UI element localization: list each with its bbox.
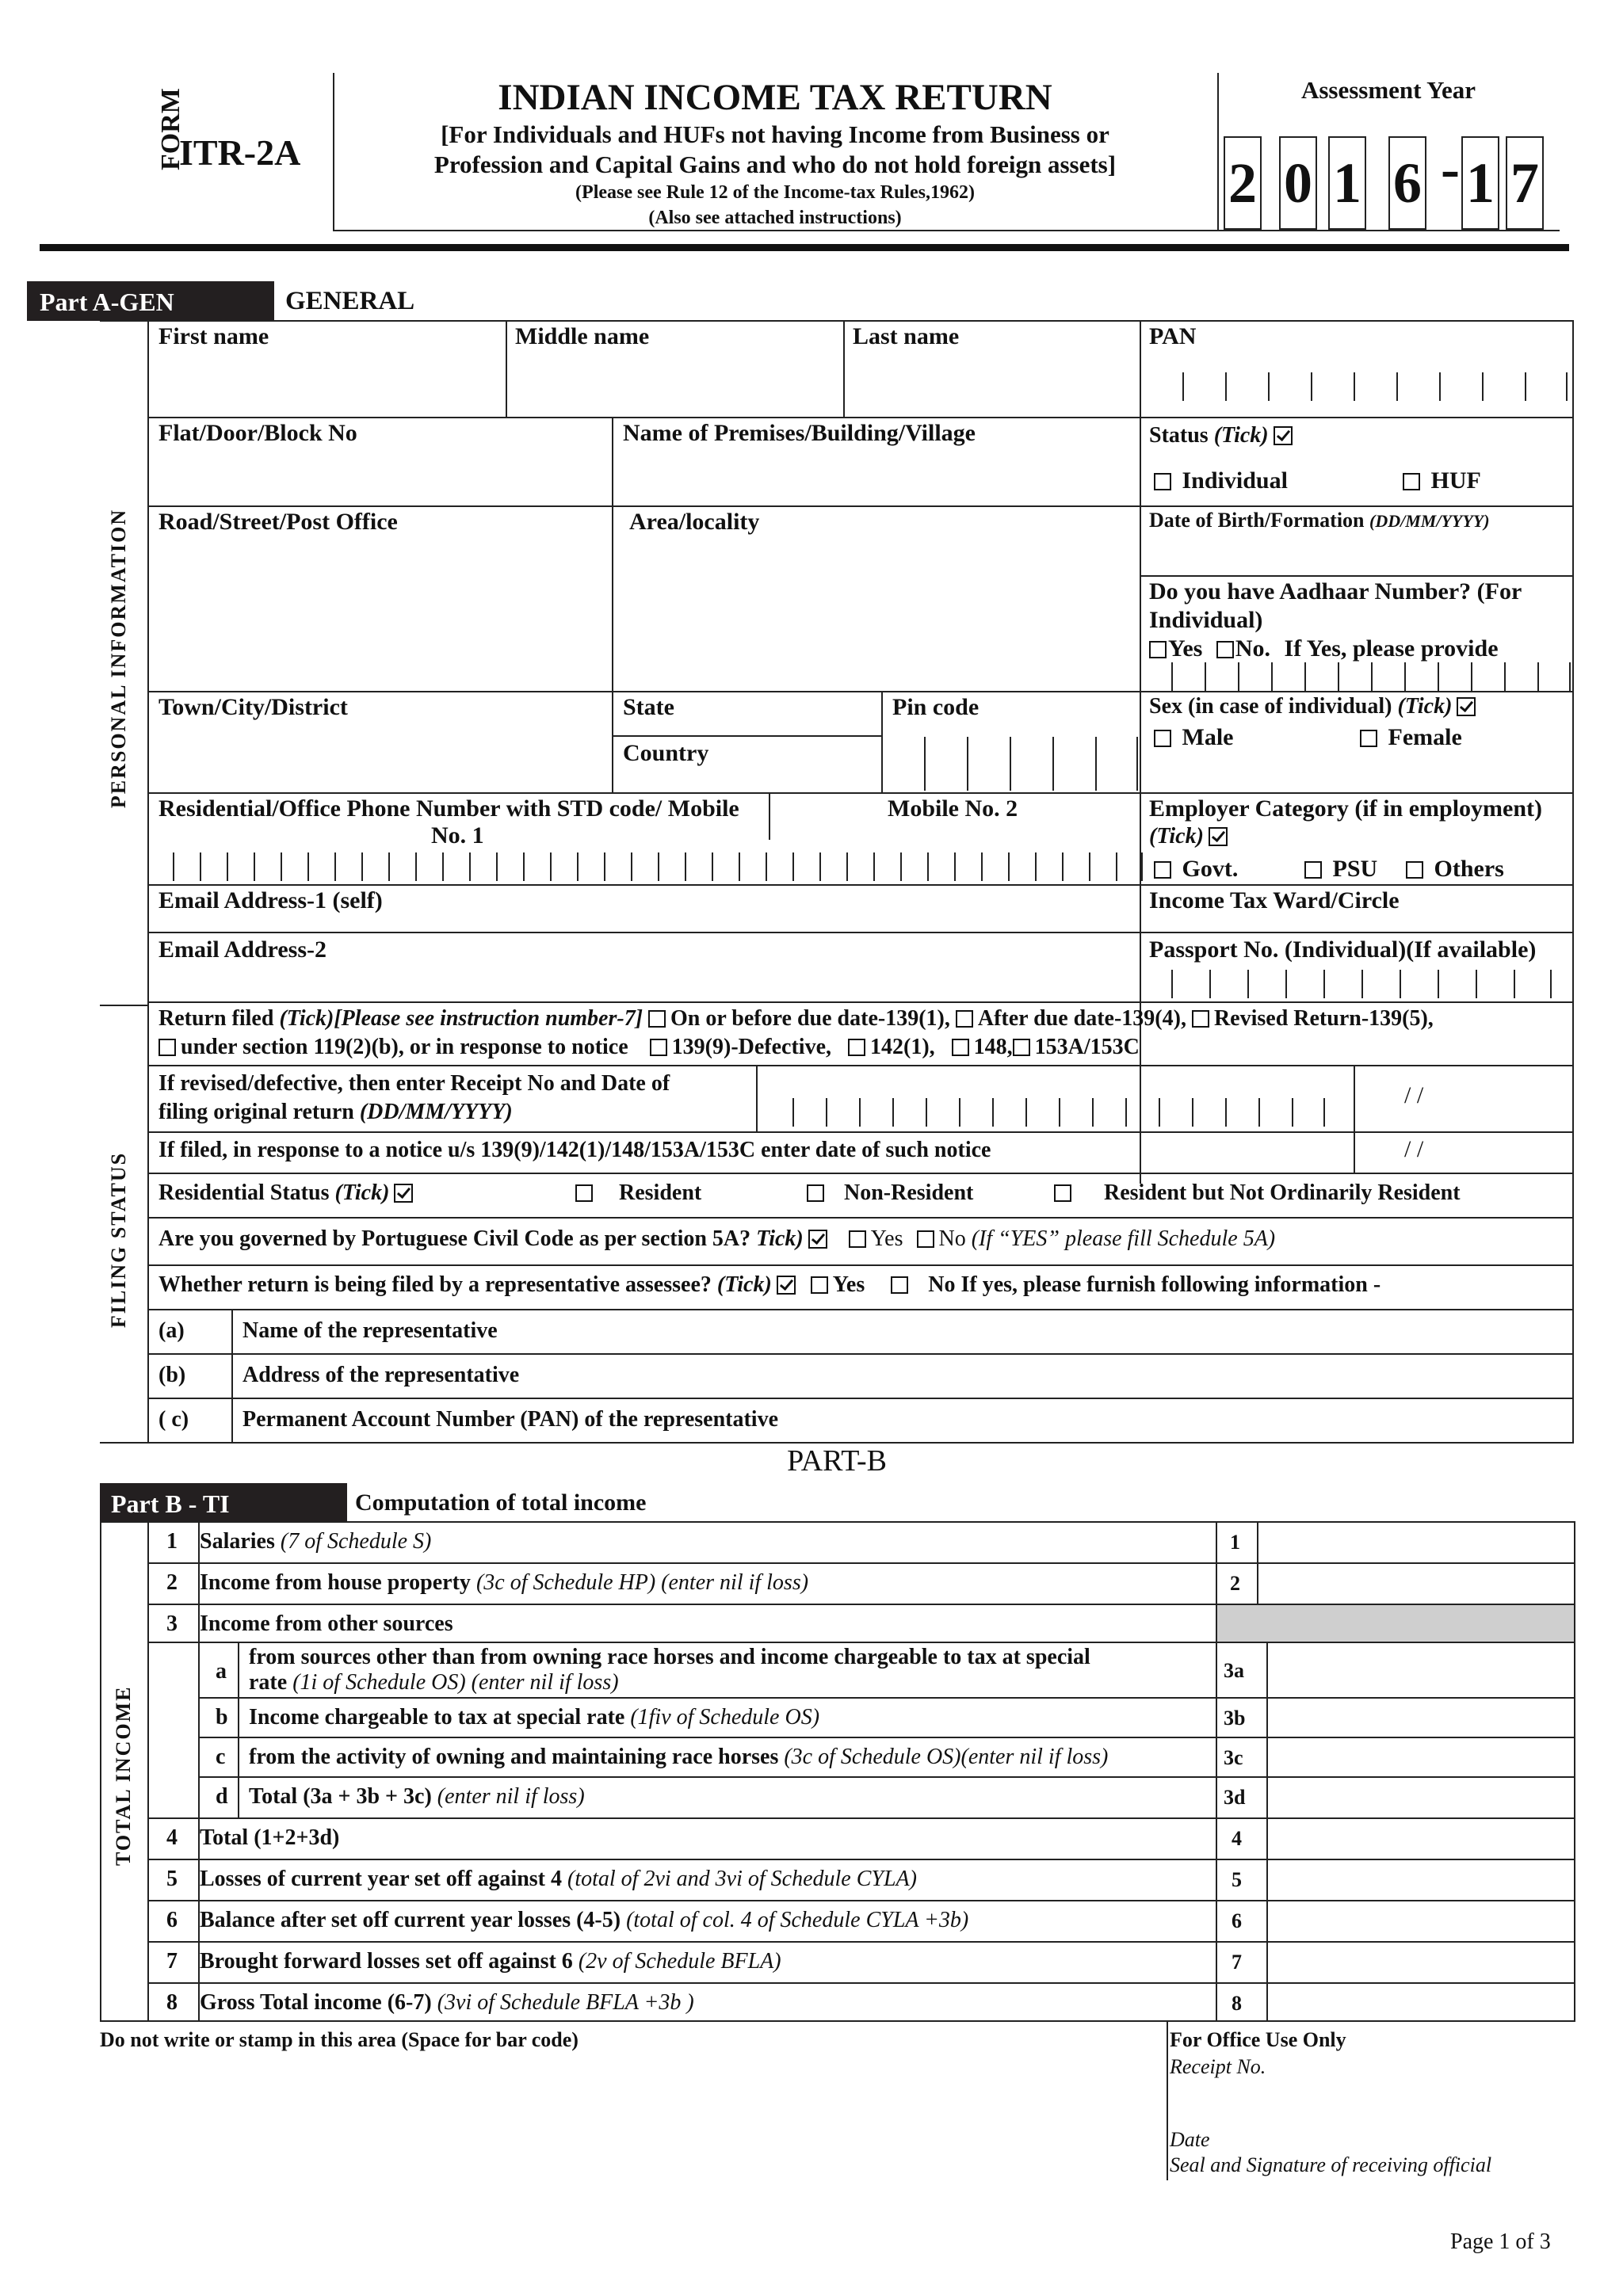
pin-label: Pin code	[892, 694, 980, 720]
part-b-title: PART-B	[787, 1444, 887, 1478]
row-label: Losses of current year set off against 4 (total of 2vi and 3vi of Schedule CYLA)	[200, 1867, 917, 1891]
ay-digit: 0	[1279, 136, 1317, 230]
seal-signature-label: Seal and Signature of receiving official	[1170, 2153, 1492, 2176]
shaded-cell	[1217, 1604, 1574, 1643]
row-code: 3c	[1224, 1746, 1243, 1769]
state-label: State	[623, 694, 674, 720]
representative-question: Whether return is being filed by a representative assessee? (Tick) Yes No If yes, please furnish following information -	[158, 1272, 1381, 1297]
amount-input[interactable]	[1268, 1941, 1574, 1982]
amount-input[interactable]	[1258, 1521, 1574, 1562]
phone-label: Residential/Office Phone Number with STD code/ Mobile	[158, 795, 739, 822]
email1-label: Email Address-1 (self)	[158, 887, 383, 913]
subrow-label-1: from sources other than from owning race horses and income chargeable to tax at special	[249, 1645, 1090, 1669]
row-number: 1	[166, 1529, 178, 1554]
employer-tick: (Tick)	[1149, 824, 1228, 849]
country-label: Country	[623, 740, 709, 766]
receipt-no-label: Receipt No.	[1170, 2055, 1266, 2078]
row-code: 3d	[1224, 1786, 1246, 1809]
filing-status-side-label: FILING STATUS	[107, 1151, 130, 1329]
portuguese-question: Are you governed by Portuguese Civil Code as per section 5A? Tick) Yes No (If “YES” please fill Schedule 5A)	[158, 1226, 1276, 1251]
notice-date-slashes[interactable]: / /	[1404, 1136, 1424, 1162]
non-resident-option[interactable]: Non-Resident	[807, 1180, 973, 1206]
subrow-letter: a	[216, 1659, 227, 1684]
row-code: 3a	[1224, 1659, 1244, 1682]
row-code: 8	[1232, 1992, 1242, 2015]
part-a-tag: Part A-GEN	[27, 281, 274, 321]
amount-input[interactable]	[1268, 1817, 1574, 1859]
row-code: 4	[1232, 1827, 1242, 1850]
aadhaar-question: Do you have Aadhaar Number? (For	[1149, 578, 1522, 605]
row-label: Brought forward losses set off against 6 (2v of Schedule BFLA)	[200, 1949, 781, 1974]
sex-label: Sex (in case of individual) (Tick)	[1149, 694, 1476, 719]
rep-pan-label: Permanent Account Number (PAN) of the representative	[242, 1407, 779, 1432]
form-subtitle-1: [For Individuals and HUFs not having Income from Business or	[441, 120, 1109, 148]
middle-name-label: Middle name	[515, 323, 650, 349]
pan-label: PAN	[1149, 323, 1197, 349]
rnor-option[interactable]: Resident but Not Ordinarily Resident	[1054, 1180, 1461, 1206]
rep-address-label: Address of the representative	[242, 1363, 520, 1387]
row-code: 7	[1232, 1951, 1242, 1974]
row-number: 7	[166, 1949, 178, 1974]
aadhaar-question-2: Individual)	[1149, 607, 1263, 633]
employer-label: Employer Category (if in employment)	[1149, 795, 1543, 822]
employer-psu-option[interactable]: PSU	[1304, 856, 1377, 883]
form-note-1: (Please see Rule 12 of the Income-tax Rules,1962)	[575, 182, 975, 203]
return-filed-line2: under section 119(2)(b), or in response to notice 139(9)-Defective, 142(1), 148, 153A/153C	[158, 1035, 1140, 1060]
pin-input[interactable]	[924, 737, 1138, 791]
date-label: Date	[1170, 2128, 1210, 2151]
form-code: ITR-2A	[179, 132, 301, 173]
sex-male-option[interactable]: Male	[1154, 724, 1233, 751]
pan-input[interactable]	[1182, 372, 1568, 401]
rep-row-key: (a)	[158, 1318, 185, 1343]
first-name-label: First name	[158, 323, 269, 349]
assessment-year-label: Assessment Year	[1300, 76, 1476, 104]
status-label: Status (Tick)	[1149, 423, 1293, 448]
ay-dash: -	[1441, 137, 1460, 200]
return-filed-line1: Return filed (Tick)[Please see instruction number-7] On or before due date-139(1), After due date-139(4), Revised Return-139(5),	[158, 1006, 1434, 1031]
row-number: 3	[166, 1611, 178, 1636]
revised-label-2: filing original return (DD/MM/YYYY)	[158, 1100, 513, 1124]
row-code: 3b	[1224, 1707, 1246, 1730]
row-label: Total (1+2+3d)	[200, 1825, 340, 1850]
row-code: 1	[1230, 1531, 1240, 1554]
amount-input[interactable]	[1268, 1982, 1574, 2023]
row-number: 2	[166, 1570, 178, 1595]
page-number: Page 1 of 3	[1450, 2229, 1551, 2254]
residential-status-label: Residential Status (Tick)	[158, 1180, 413, 1206]
amount-input[interactable]	[1268, 1737, 1574, 1776]
subrow-label-2: rate (1i of Schedule OS) (enter nil if loss)	[249, 1670, 619, 1695]
row-code: 2	[1230, 1572, 1240, 1595]
status-individual-option[interactable]: Individual	[1154, 467, 1288, 494]
form-word: FORM	[156, 88, 185, 170]
road-label: Road/Street/Post Office	[158, 509, 398, 535]
no-write-note: Do not write or stamp in this area (Space for bar code)	[100, 2028, 579, 2051]
employer-others-option[interactable]: Others	[1406, 856, 1504, 883]
subrow-letter: c	[216, 1745, 226, 1769]
amount-input[interactable]	[1268, 1900, 1574, 1941]
mobile2-label: Mobile No. 2	[888, 795, 1018, 822]
ay-digit: 6	[1388, 136, 1426, 230]
passport-input[interactable]	[1171, 970, 1552, 998]
subrow-label: Income chargeable to tax at special rate (1fiv of Schedule OS)	[249, 1705, 820, 1730]
ay-digit: 7	[1506, 136, 1544, 230]
area-label: Area/locality	[629, 509, 760, 535]
receipt-no-input[interactable]	[792, 1098, 1325, 1127]
town-label: Town/City/District	[158, 694, 348, 720]
row-label: Balance after set off current year losses (4-5) (total of col. 4 of Schedule CYLA +3b)	[200, 1908, 969, 1932]
form-subtitle-2: Profession and Capital Gains and who do not hold foreign assets]	[433, 151, 1117, 178]
part-b-heading: Computation of total income	[355, 1489, 647, 1516]
ay-digit: 1	[1328, 136, 1366, 230]
email2-label: Email Address-2	[158, 936, 327, 963]
phone-label-2: No. 1	[431, 822, 484, 849]
amount-input[interactable]	[1258, 1562, 1574, 1604]
subrow-label: from the activity of owning and maintaining race horses (3c of Schedule OS)(enter nil if loss)	[249, 1745, 1109, 1769]
row-number: 5	[166, 1867, 178, 1891]
row-label: Income from house property (3c of Schedule HP) (enter nil if loss)	[200, 1570, 809, 1595]
revised-date-slashes[interactable]: / /	[1404, 1082, 1424, 1108]
header-rule	[40, 244, 1569, 251]
form-note-2: (Also see attached instructions)	[648, 208, 902, 228]
office-use-label: For Office Use Only	[1170, 2028, 1346, 2051]
amount-input[interactable]	[1268, 1697, 1574, 1737]
employer-govt-option[interactable]: Govt.	[1154, 856, 1238, 883]
row-number: 6	[166, 1908, 178, 1932]
ay-digit: 1	[1461, 136, 1499, 230]
status-huf-option[interactable]: HUF	[1403, 467, 1481, 494]
subrow-letter: d	[216, 1784, 228, 1809]
aadhaar-input[interactable]	[1171, 662, 1571, 691]
amount-input[interactable]	[1268, 1859, 1574, 1900]
sex-female-option[interactable]: Female	[1360, 724, 1462, 751]
subrow-label: Total (3a + 3b + 3c) (enter nil if loss)	[249, 1784, 585, 1809]
form-title: INDIAN INCOME TAX RETURN	[498, 77, 1052, 118]
revised-label: If revised/defective, then enter Receipt No and Date of	[158, 1071, 670, 1096]
rep-name-label: Name of the representative	[242, 1318, 498, 1343]
notice-date-label: If filed, in response to a notice u/s 139(9)/142(1)/148/153A/153C enter date of such notice	[158, 1138, 991, 1162]
subrow-letter: b	[216, 1705, 228, 1730]
personal-info-side-label: PERSONAL INFORMATION	[107, 508, 130, 809]
last-name-label: Last name	[853, 323, 960, 349]
row-label: Income from other sources	[200, 1611, 453, 1636]
amount-input[interactable]	[1268, 1776, 1574, 1817]
flat-label: Flat/Door/Block No	[158, 420, 357, 446]
total-income-side-label: TOTAL INCOME	[112, 1685, 135, 1866]
row-code: 5	[1232, 1868, 1242, 1891]
phone-input[interactable]	[173, 852, 1143, 881]
amount-input[interactable]	[1268, 1642, 1574, 1697]
row-label: Salaries (7 of Schedule S)	[200, 1529, 432, 1554]
row-code: 6	[1232, 1909, 1242, 1932]
row-number: 4	[166, 1825, 178, 1850]
premises-label: Name of Premises/Building/Village	[623, 420, 976, 446]
aadhaar-options[interactable]: Yes No. If Yes, please provide	[1149, 635, 1499, 662]
dob-label: Date of Birth/Formation (DD/MM/YYYY)	[1149, 509, 1490, 532]
passport-label: Passport No. (Individual)(If available)	[1149, 936, 1537, 963]
rep-row-key: ( c)	[158, 1407, 189, 1432]
resident-option[interactable]: Resident	[575, 1180, 701, 1206]
part-a-heading: GENERAL	[285, 287, 415, 315]
row-number: 8	[166, 1990, 178, 2015]
part-b-tag: Part B - TI	[100, 1483, 347, 1523]
ward-label: Income Tax Ward/Circle	[1149, 887, 1400, 913]
ay-digit: 2	[1224, 136, 1262, 230]
row-label: Gross Total income (6-7) (3vi of Schedule BFLA +3b )	[200, 1990, 694, 2015]
rep-row-key: (b)	[158, 1363, 186, 1387]
